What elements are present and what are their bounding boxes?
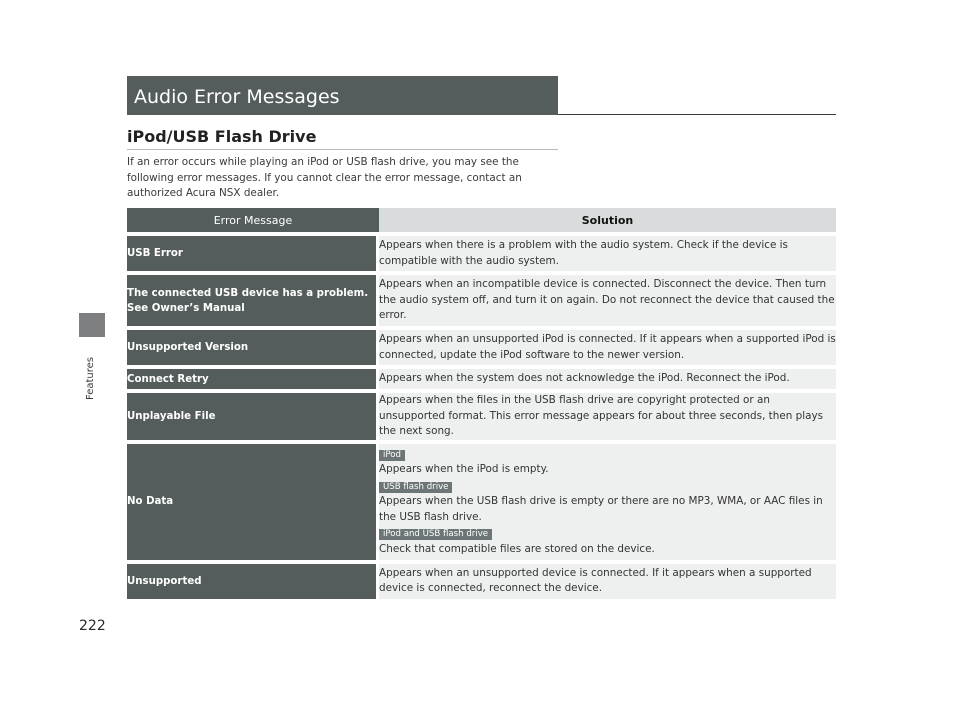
table-row [127, 369, 836, 389]
error-message-cell: The connected USB device has a problem. See Owner’s Manual [127, 275, 379, 326]
page-title-bar [127, 76, 558, 115]
solution-text: Appears when the iPod is empty. [379, 463, 549, 476]
table-row [127, 275, 836, 326]
column-header-solution: Solution [379, 208, 836, 232]
page-title: Audio Error Messages [134, 86, 340, 108]
device-tag-ipod-and-usb: iPod and USB flash drive [379, 529, 492, 540]
intro-paragraph: If an error occurs while playing an iPod or USB flash drive, you may see the following error messages. If you cannot clear the error message, contact an authorized Acura NSX dealer. [127, 156, 522, 199]
solution-cell [379, 444, 836, 560]
solution-text: Check that compatible files are stored on the device. [379, 542, 655, 555]
device-tag-ipod: iPod [379, 450, 405, 461]
table-row [127, 236, 836, 271]
solution-cell: Appears when the system does not acknowledge the iPod. Reconnect the iPod. [379, 369, 836, 389]
table-row [127, 393, 836, 440]
table-header-row [127, 208, 836, 232]
solution-text: Appears when the USB flash drive is empty or there are no MP3, WMA, or AAC files in the USB flash drive. [379, 495, 823, 523]
section-tab-marker [79, 313, 105, 337]
solution-cell: Appears when the files in the USB flash drive are copyright protected or an unsupported format. This error message appears for about three seconds, then plays the next song. [379, 393, 836, 440]
table-row [127, 330, 836, 365]
error-message-cell: Connect Retry [127, 369, 379, 389]
section-label: Features [85, 357, 96, 400]
solution-cell: Appears when an unsupported iPod is connected. If it appears when a supported iPod is connected, update the iPod software to the newer version. [379, 330, 836, 365]
error-message-cell: Unsupported Version [127, 330, 379, 365]
section-rule [127, 149, 558, 150]
section-heading: iPod/USB Flash Drive [127, 127, 317, 146]
error-message-cell: Unsupported [127, 564, 379, 599]
page-number: 222 [79, 618, 106, 634]
table-row [127, 564, 836, 599]
error-message-cell: USB Error [127, 236, 379, 271]
title-rule [558, 114, 836, 115]
error-message-table [127, 204, 836, 603]
device-tag-usb: USB flash drive [379, 482, 452, 493]
table-row [127, 444, 836, 560]
error-message-cell: No Data [127, 444, 379, 560]
solution-cell: Appears when an unsupported device is connected. If it appears when a supported device is connected, reconnect the device. [379, 564, 836, 599]
solution-cell: Appears when an incompatible device is connected. Disconnect the device. Then turn the audio system off, and turn it on again. Do not reconnect the device that caused the error. [379, 275, 836, 326]
column-header-error-message: Error Message [127, 208, 379, 232]
error-message-cell: Unplayable File [127, 393, 379, 440]
solution-cell: Appears when there is a problem with the audio system. Check if the device is compatible with the audio system. [379, 236, 836, 271]
